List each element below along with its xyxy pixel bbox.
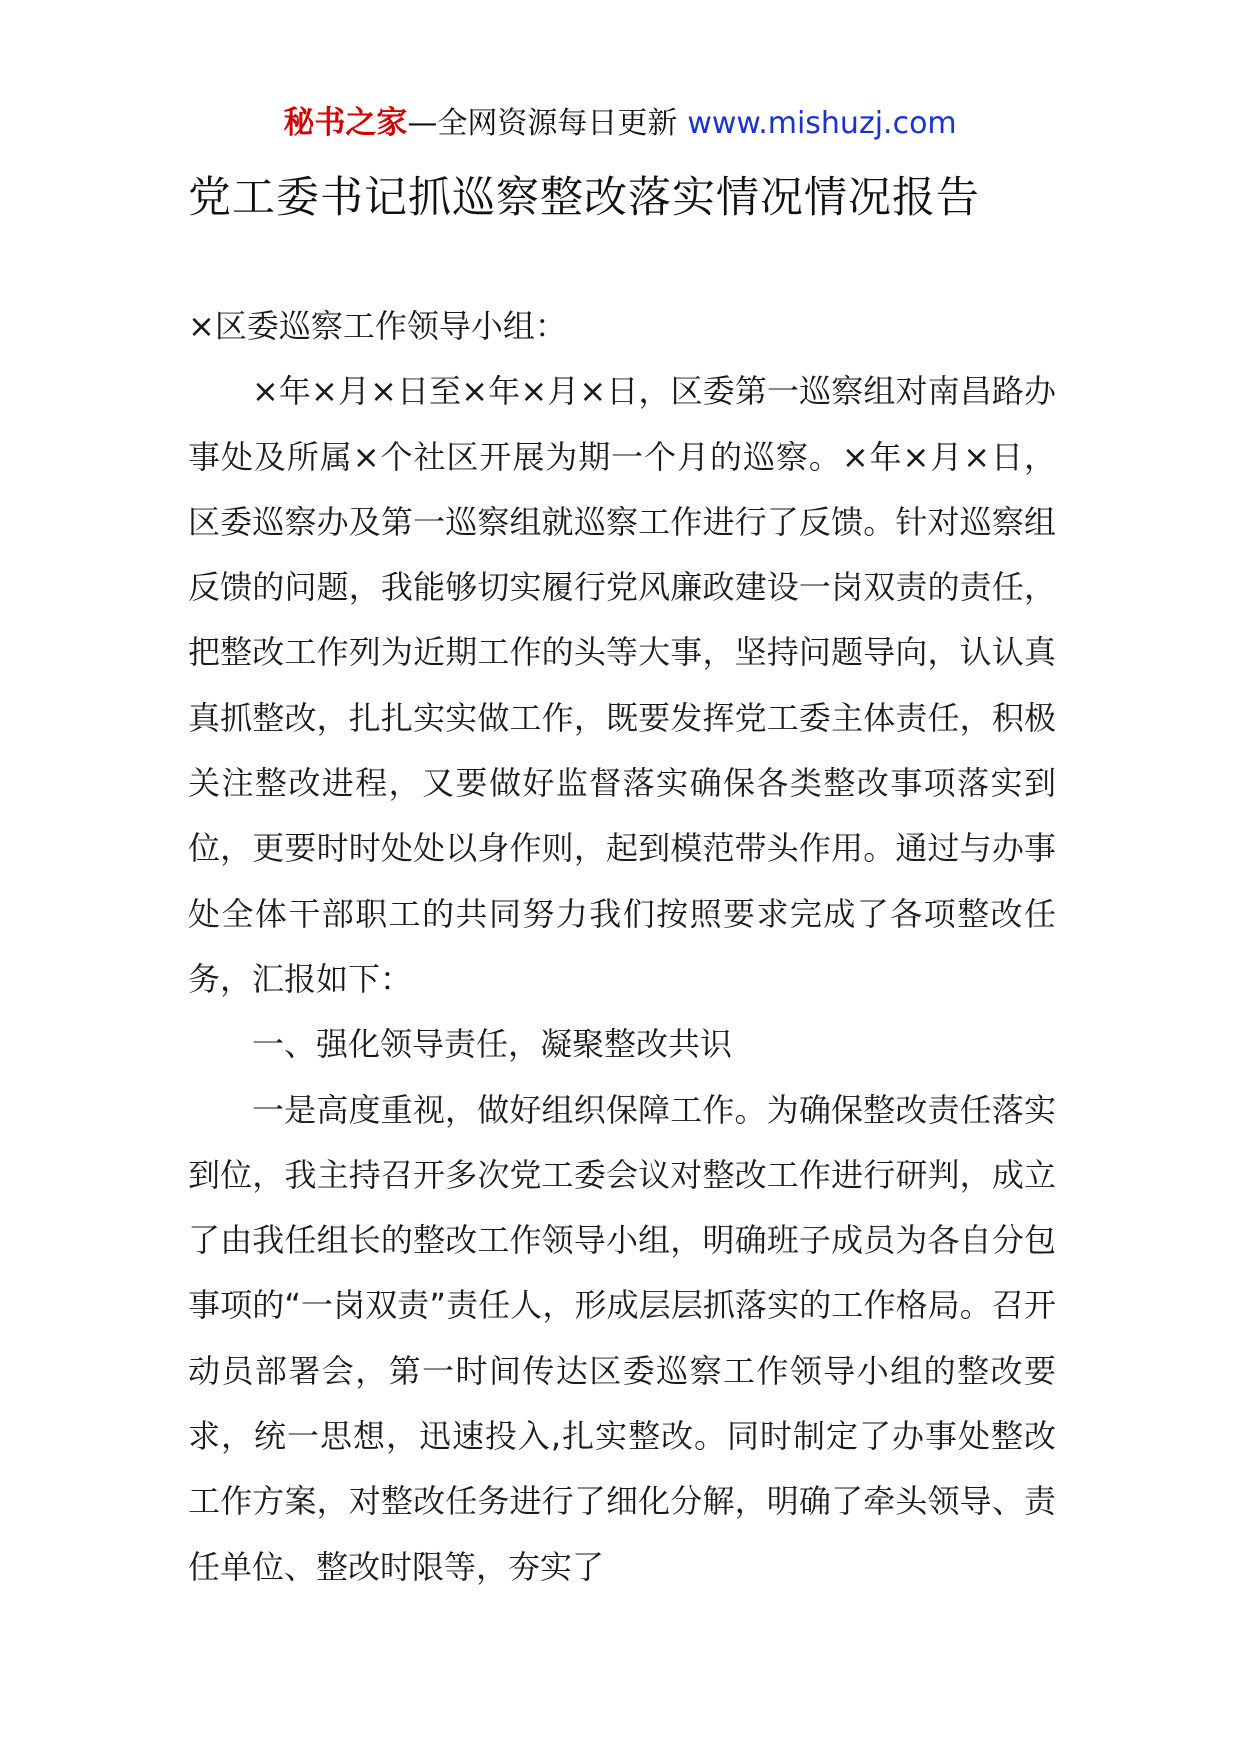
site-banner [0, 100, 1240, 147]
document-title: 党工委书记抓巡察整改落实情况情况报告 [188, 173, 980, 223]
paragraph-intro: ×年×月×日至×年×月×日，区委第一巡察组对南昌路办事处及所属×个社区开展为期一个月的巡察。×年×月×日，区委巡察办及第一巡察组就巡察工作进行了反馈。针对巡察组反馈的问题，我能够切实履行党风廉政建设一岗双责的责任，把整改工作列为近期工作的头等大事，坚持问题导向，认认真真抓整改，扎扎实实做工作，既要发挥党工委主体责任，积极关注整改进程，又要做好监督落实确保各类整改事项落实到位，更要时时处处以身作则，起到模范带头作用。通过与办事处全体干部职工的共同努力我们按照要求完成了各项整改任务，汇报如下： [188, 372, 1056, 998]
document-body [188, 294, 1056, 1600]
paragraph-organization: 一是高度重视，做好组织保障工作。为确保整改责任落实到位，我主持召开多次党工委会议对整改工作进行研判，成立了由我任组长的整改工作领导小组，明确班子成员为各自分包事项的“一岗双责”责任人，形成层层抓落实的工作格局。召开动员部署会，第一时间传达区委巡察工作领导小组的整改要求，统一思想，迅速投入,扎实整改。同时制定了办事处整改工作方案，对整改任务进行了细化分解，明确了牵头领导、责任单位、整改时限等，夯实了 [188, 1090, 1056, 1586]
section-heading-1: 一、强化领导责任，凝聚整改共识 [252, 1025, 733, 1064]
site-name: 秘书之家 [283, 105, 408, 141]
salutation: ×区委巡察工作领导小组： [188, 307, 567, 345]
site-tagline: —全网资源每日更新 [407, 106, 678, 141]
site-url-link[interactable]: www.mishuzj.com [687, 106, 957, 141]
